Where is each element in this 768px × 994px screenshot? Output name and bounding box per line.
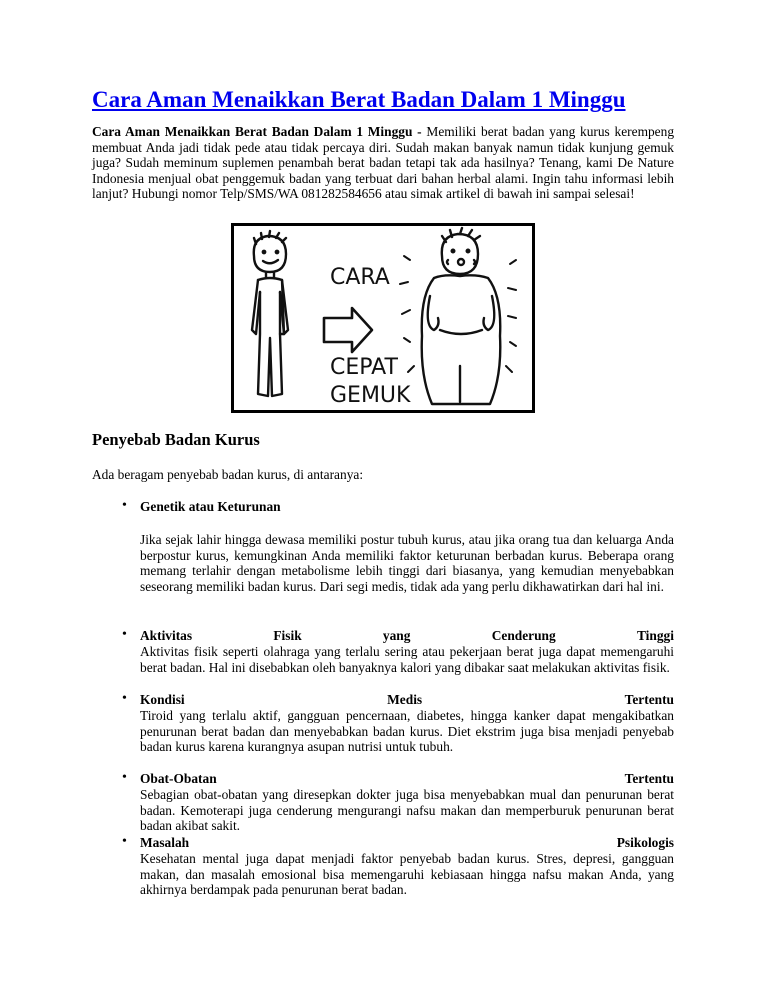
item-title-word: Genetik atau Keturunan (140, 499, 281, 514)
intro-text: Memiliki berat badan yang kurus kerempeng membuat Anda jadi tidak pede atau tidak percaya diri. Sudah makan banyak namun tidak kunjung gemuk juga? Sudah meminum suplemen penambah berat badan tetapi tak ada hasilnya? Tenang, kami De Nature Indonesia menjual obat penggemuk badan yang terbuat dari bahan herbal alami. Ingin tahu informasi lebih lanjut? Hubungi nomor Telp/SMS/WA 081282584656 atau simak artikel di bawah ini sampai selesai! (92, 124, 675, 202)
arrow-right-icon (324, 308, 372, 352)
fat-person-icon (422, 228, 501, 404)
bullet-icon: • (122, 770, 127, 785)
intro-paragraph (92, 124, 674, 202)
item-title-word: Tinggi (636, 628, 674, 643)
illustration-text-cepat: CEPAT (330, 355, 398, 380)
item-title-word: Tertentu (624, 692, 674, 707)
item-title-word: Masalah (140, 835, 190, 850)
item-body: Aktivitas fisik seperti olahraga yang terlalu sering atau pekerjaan berat juga dapat memengaruhi berat badan. Hal ini disebabkan oleh banyaknya kalori yang dibakar saat melakukan aktivitas fisik. (140, 644, 674, 675)
item-title-word: yang (382, 628, 411, 643)
item-title-word: Psikologis (616, 835, 674, 850)
item-body: Tiroid yang terlalu aktif, gangguan pencernaan, diabetes, hingga kanker dapat mengakibatkan penurunan berat badan dan menyebabkan badan kurus. Diet ekstrim juga bisa menjadi penyebab badan kurus karena kurangnya asupan nutrisi untuk tubuh. (140, 708, 674, 755)
item-body: Jika sejak lahir hingga dewasa memiliki postur tubuh kurus, atau jika orang tua dan keluarga Anda berpostur kurus, kemungkinan Anda memiliki faktor keturunan berbadan kurus. Beberapa orang memang terlahir dengan metabolisme lebih tinggi dari biasanya, yang kemudian menyebabkan seseorang memiliki badan kurus. Dari segi medis, tidak ada yang perlu dikhawatirkan dari hal ini. (140, 532, 674, 594)
item-title-word: Medis (387, 692, 423, 707)
item-title (140, 771, 674, 787)
bullet-icon: • (122, 498, 127, 513)
item-title (140, 835, 674, 851)
item-title-word: Aktivitas (140, 628, 193, 643)
item-title-word: Fisik (273, 628, 302, 643)
item-title (140, 499, 674, 515)
bullet-icon: • (122, 627, 127, 642)
item-title-word: Obat-Obatan (140, 771, 217, 786)
illustration-text-gemuk: GEMUK (330, 383, 411, 408)
item-body: Sebagian obat-obatan yang diresepkan dokter juga bisa menyebabkan mual dan penurunan berat badan. Kemoterapi juga cenderung mengurangi nafsu makan dan memperburuk penurunan berat badan akibat sakit. (140, 787, 674, 834)
illustration-svg (234, 226, 532, 410)
item-body: Kesehatan mental juga dapat menjadi faktor penyebab badan kurus. Stres, depresi, gangguan makan, dan masalah emosional bisa memengaruhi kebiasaan hingga nafsu makan Anda, yang akhirnya berdampak pada penurunan berat badan. (140, 851, 674, 898)
section-lead: Ada beragam penyebab badan kurus, di antaranya: (92, 467, 364, 482)
item-title-word: Kondisi (140, 692, 185, 707)
intro-bold-lead: Cara Aman Menaikkan Berat Badan Dalam 1 Minggu - (92, 124, 422, 139)
item-title (140, 692, 674, 708)
illustration-text-cara: CARA (330, 265, 390, 290)
item-title (140, 628, 674, 644)
item-title-word: Tertentu (624, 771, 674, 786)
item-title-word: Cenderung (491, 628, 556, 643)
bullet-icon: • (122, 691, 127, 706)
illustration-cara-cepat-gemuk (231, 223, 535, 413)
thin-person-icon (252, 231, 288, 396)
bullet-icon: • (122, 834, 127, 849)
section-heading: Penyebab Badan Kurus (92, 430, 260, 449)
article-title-link[interactable]: Cara Aman Menaikkan Berat Badan Dalam 1 Minggu (92, 87, 626, 112)
